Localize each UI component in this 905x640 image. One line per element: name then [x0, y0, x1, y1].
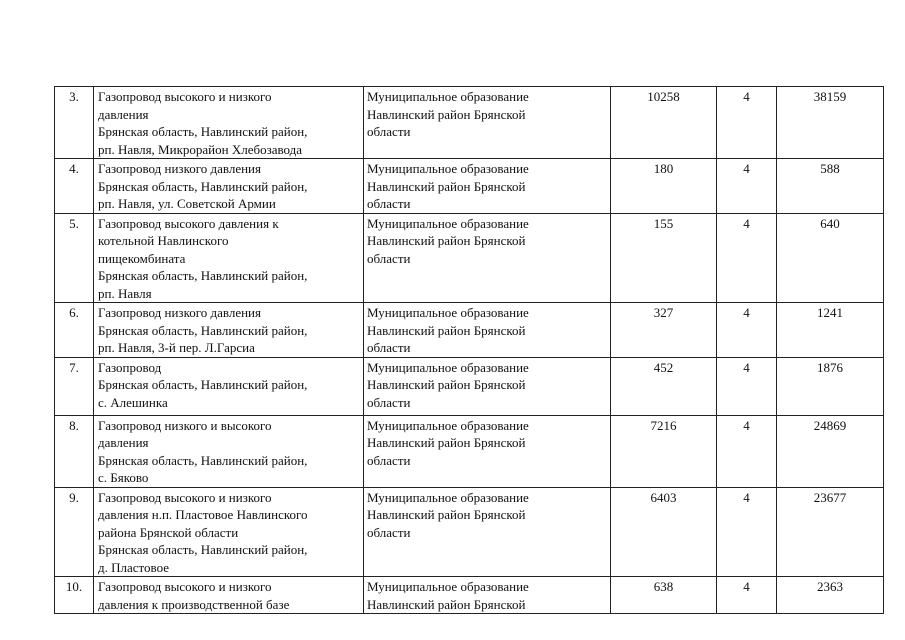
- owner-line: области: [367, 124, 411, 139]
- owner-cell: [364, 577, 611, 614]
- gas-pipeline-registry-table: [54, 86, 884, 614]
- length-cell: 6403: [611, 487, 717, 577]
- owner-line: области: [367, 524, 411, 540]
- object-name-line: Газопровод высокого и низкого: [98, 579, 272, 594]
- owner-line: Навлинский район Брянской: [367, 233, 526, 248]
- col5-cell: 4: [717, 87, 777, 159]
- object-name-line: рп. Навля: [98, 285, 152, 301]
- owner-line: Навлинский район Брянской: [367, 435, 526, 450]
- object-name-line: рп. Навля, ул. Советской Армии: [98, 196, 276, 211]
- object-name-line: с. Бяково: [98, 470, 149, 485]
- owner-cell: [364, 159, 611, 214]
- object-name-line: с. Алешинка: [98, 394, 168, 410]
- object-name-line: Газопровод низкого и высокого: [98, 417, 272, 433]
- col6-cell: 2363: [777, 577, 884, 614]
- owner-cell: [364, 415, 611, 487]
- owner-line: Муниципальное образование: [367, 305, 529, 320]
- table-row: [55, 87, 884, 159]
- object-name-line: Брянская область, Навлинский район,: [98, 124, 308, 139]
- table-row: [55, 577, 884, 614]
- col5-cell: 4: [717, 577, 777, 614]
- owner-line: области: [367, 452, 411, 468]
- object-name-line: Газопровод низкого давления: [98, 305, 261, 320]
- row-number-cell: 7.: [55, 357, 94, 415]
- col6-cell: 588: [777, 159, 884, 214]
- object-name-line: давления к производственной базе: [98, 596, 290, 612]
- owner-line: области: [367, 196, 411, 211]
- row-number-cell: 9.: [55, 487, 94, 577]
- col5-cell: 4: [717, 487, 777, 577]
- object-name-line: Газопровод высокого и низкого: [98, 89, 272, 104]
- owner-line: Муниципальное образование: [367, 89, 529, 104]
- owner-cell: [364, 303, 611, 358]
- owner-line: области: [367, 394, 411, 410]
- owner-cell: [364, 87, 611, 159]
- owner-cell: [364, 357, 611, 415]
- object-name-line: д. Пластовое: [98, 559, 170, 575]
- table-row: [55, 159, 884, 214]
- length-cell: 327: [611, 303, 717, 358]
- owner-line: Навлинский район Брянской: [367, 178, 526, 194]
- length-cell: 7216: [611, 415, 717, 487]
- object-name-line: котельной Навлинского: [98, 233, 229, 248]
- table-row: [55, 213, 884, 303]
- owner-line: Навлинский район Брянской: [367, 596, 526, 612]
- length-cell: 638: [611, 577, 717, 614]
- owner-line: Навлинский район Брянской: [367, 322, 526, 338]
- col5-cell: 4: [717, 213, 777, 303]
- row-number-cell: 3.: [55, 87, 94, 159]
- col5-cell: 4: [717, 357, 777, 415]
- length-cell: 155: [611, 213, 717, 303]
- owner-line: Муниципальное образование: [367, 489, 529, 505]
- object-name-line: Газопровод высокого давления к: [98, 215, 279, 231]
- col6-cell: 1876: [777, 357, 884, 415]
- row-number-cell: 4.: [55, 159, 94, 214]
- col5-cell: 4: [717, 415, 777, 487]
- row-number-cell: 6.: [55, 303, 94, 358]
- owner-line: области: [367, 250, 411, 266]
- object-name-cell: [94, 303, 364, 358]
- col6-cell: 1241: [777, 303, 884, 358]
- length-cell: 180: [611, 159, 717, 214]
- table-row: [55, 415, 884, 487]
- object-name-cell: [94, 213, 364, 303]
- object-name-cell: [94, 87, 364, 159]
- object-name-cell: [94, 577, 364, 614]
- object-name-line: рп. Навля, 3-й пер. Л.Гарсиа: [98, 340, 255, 355]
- owner-line: Муниципальное образование: [367, 359, 529, 375]
- owner-line: Муниципальное образование: [367, 215, 529, 231]
- object-name-line: Брянская область, Навлинский район,: [98, 377, 308, 392]
- owner-cell: [364, 487, 611, 577]
- owner-line: Муниципальное образование: [367, 579, 529, 594]
- table-body: [55, 87, 884, 614]
- table-row: [55, 357, 884, 415]
- object-name-line: Газопровод высокого и низкого: [98, 489, 272, 505]
- object-name-cell: [94, 487, 364, 577]
- object-name-line: пищекомбината: [98, 250, 186, 266]
- length-cell: 10258: [611, 87, 717, 159]
- table-row: [55, 487, 884, 577]
- col6-cell: 38159: [777, 87, 884, 159]
- object-name-cell: [94, 357, 364, 415]
- row-number-cell: 8.: [55, 415, 94, 487]
- col5-cell: 4: [717, 303, 777, 358]
- owner-line: Навлинский район Брянской: [367, 507, 526, 522]
- row-number-cell: 10.: [55, 577, 94, 614]
- object-name-line: Брянская область, Навлинский район,: [98, 542, 308, 557]
- col6-cell: 23677: [777, 487, 884, 577]
- length-cell: 452: [611, 357, 717, 415]
- table-row: [55, 303, 884, 358]
- object-name-line: района Брянской области: [98, 524, 239, 540]
- col5-cell: 4: [717, 159, 777, 214]
- object-name-line: Газопровод низкого давления: [98, 161, 261, 176]
- object-name-line: давления: [98, 106, 149, 122]
- object-name-line: Брянская область, Навлинский район,: [98, 178, 308, 194]
- row-number-cell: 5.: [55, 213, 94, 303]
- col6-cell: 24869: [777, 415, 884, 487]
- object-name-line: давления н.п. Пластовое Навлинского: [98, 507, 308, 522]
- object-name-line: Брянская область, Навлинский район,: [98, 268, 308, 283]
- owner-line: Муниципальное образование: [367, 161, 529, 176]
- object-name-line: давления: [98, 435, 149, 450]
- object-name-line: рп. Навля, Микрорайон Хлебозавода: [98, 141, 303, 157]
- owner-line: Навлинский район Брянской: [367, 106, 526, 122]
- col6-cell: 640: [777, 213, 884, 303]
- object-name-cell: [94, 415, 364, 487]
- object-name-line: Брянская область, Навлинский район,: [98, 452, 308, 468]
- owner-line: Муниципальное образование: [367, 417, 529, 433]
- object-name-line: Газопровод: [98, 359, 162, 375]
- owner-cell: [364, 213, 611, 303]
- owner-line: области: [367, 340, 411, 355]
- owner-line: Навлинский район Брянской: [367, 377, 526, 392]
- object-name-line: Брянская область, Навлинский район,: [98, 322, 308, 338]
- object-name-cell: [94, 159, 364, 214]
